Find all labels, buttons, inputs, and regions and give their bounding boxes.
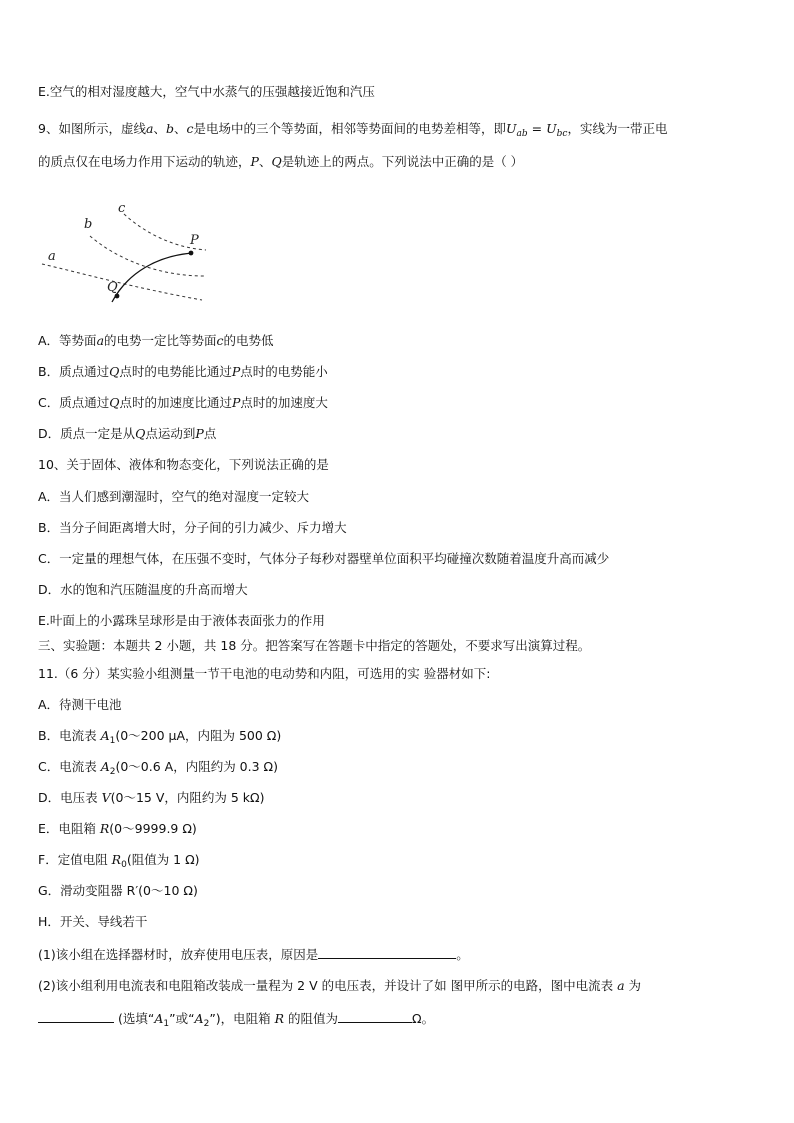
q10-option-b: B．当分子间距离增大时，分子间的引力减少、斥力增大 [38,520,347,535]
part2-text: (选填“ [114,1011,155,1026]
q9-text: ，实线为一带正电 [567,121,668,136]
opt-text: 点时的电势能小 [240,364,328,379]
opt-symbol: V [101,790,111,805]
opt-var: c [216,333,224,348]
opt-var: Q [109,364,120,379]
q11-option-b [38,727,281,747]
opt-text: 点时的加速度大 [240,395,328,410]
q10-option-d: D．水的饱和汽压随温度的升高而增大 [38,582,248,597]
opt-text: 的电势低 [223,333,274,348]
q8-option-e: E.空气的相对湿度越大，空气中水蒸气的压强越接近饱和汽压 [38,84,375,99]
opt-text: (0～0.6 A，内阻约为 0.3 Ω) [115,759,278,774]
q11-option-c [38,758,278,778]
q9-text: 、 [258,154,272,169]
q11-option-d [38,789,264,807]
answer-blank-1[interactable] [318,946,456,959]
opt-text: 点 [203,426,217,441]
opt-symbol: A [100,759,110,774]
part2-text: 为 [624,978,642,993]
q11-part1 [38,946,469,964]
q10-option-a: A．当人们感到潮湿时，空气的绝对湿度一定较大 [38,489,310,504]
var-c: c [186,121,194,136]
q9-option-b [38,363,328,381]
opt-var: Q [135,426,146,441]
q11-stem: 11.（6 分）某实验小组测量一节干电池的电动势和内阻，可选用的实 验器材如下: [38,666,491,681]
equipotential-b [90,236,204,276]
opt-symbol: A [100,728,110,743]
label-P: P [190,233,199,248]
q11-part2-line1 [38,977,641,995]
q9-stem-line2 [38,153,523,171]
answer-blank-2[interactable] [38,1010,114,1023]
q10-option-c: C．一定量的理想气体，在压强不变时，气体分子每秒对器壁单位面积平均碰撞次数随着温度升高而减少 [38,551,610,566]
q9-option-c [38,394,328,412]
part2-symbol: A [154,1011,164,1026]
q9-figure [40,198,220,310]
q9-text: 是轨迹上的两点。下列说法中正确的是（ ） [281,154,524,169]
opt-text: A．等势面 [38,333,97,348]
part1-text: (1)该小组在选择器材时，放弃使用电压表，原因是 [38,947,319,962]
q9-option-d [38,425,216,443]
opt-var: Q [109,395,120,410]
part2-text: 的阻值为 [284,1011,339,1026]
opt-var: P [195,426,204,441]
opt-text: D．电压表 [38,790,102,805]
opt-text: (阻值为 1 Ω) [126,852,200,867]
q11-option-a: A．待测干电池 [38,697,122,712]
opt-text: F．定值电阻 [38,852,112,867]
var-Ubc: U [546,121,557,136]
q11-option-e [38,820,197,838]
opt-text: 点运动到 [145,426,196,441]
sub-bc: bc [556,129,568,139]
part2-subscript: 2 [203,1019,210,1029]
part2-text: ”)，电阻箱 [209,1011,275,1026]
opt-symbol: R [111,852,122,867]
opt-text: 点时的加速度比通过 [119,395,232,410]
opt-text: B．质点通过 [38,364,110,379]
q11-part2-line2 [38,1010,434,1030]
part2-subscript: 1 [163,1019,170,1029]
part2-symbol: A [194,1011,204,1026]
sub-ab: ab [516,129,528,139]
opt-subscript: 2 [109,767,116,777]
part2-text: (2)该小组利用电流表和电阻箱改装成一量程为 2 V 的电压表，并设计了如 图甲所示的电路，图中电流表 [38,978,618,993]
part2-symbol: R [274,1011,285,1026]
q10-stem: 10、关于固体、液体和物态变化，下列说法正确的是 [38,457,329,472]
opt-var: P [232,395,241,410]
label-Q: Q [107,280,118,295]
part2-text: ”或“ [169,1011,195,1026]
q9-option-a [38,332,274,350]
equals: = [527,121,547,136]
opt-text: (0～200 μA，内阻为 500 Ω) [115,728,282,743]
q11-option-g: G．滑动变阻器 R′(0～10 Ω) [38,883,198,898]
opt-text: (0～9999.9 Ω) [109,821,197,836]
label-c: c [118,201,126,216]
label-a: a [48,249,56,264]
label-b: b [84,217,93,232]
opt-var: a [96,333,105,348]
opt-text: E．电阻箱 [38,821,100,836]
point-P [189,251,194,256]
q9-text: 、 [173,121,187,136]
part2-symbol: a [617,978,625,993]
var-Q: Q [271,154,282,169]
opt-var: P [231,364,241,379]
opt-text: C．电流表 [38,759,101,774]
part1-text: 。 [456,947,469,962]
q10-option-e: E.叶面上的小露珠呈球形是由于液体表面张力的作用 [38,613,325,628]
var-Uab: U [506,121,517,136]
section-3-heading: 三、实验题：本题共 2 小题，共 18 分。把答案写在答题卡中指定的答题处，不要求写出演算过程。 [38,638,591,653]
opt-text: C．质点通过 [38,395,110,410]
opt-text: 点时的电势能比通过 [119,364,232,379]
equipotential-a [42,264,202,300]
var-b: b [165,121,174,136]
opt-text: D．质点一定是从 [38,426,136,441]
q11-option-f [38,851,200,871]
opt-subscript: 1 [109,736,116,746]
q11-option-h: H．开关、导线若干 [38,914,148,929]
var-P: P [250,154,259,169]
opt-text: (0～15 V，内阻约为 5 kΩ) [110,790,265,805]
opt-subscript: 0 [121,860,127,870]
trajectory-curve [112,253,192,302]
q9-text: 9、如图所示，虚线 [38,121,146,136]
opt-text: 的电势一定比等势面 [104,333,217,348]
q9-text: 是电场中的三个等势面，相邻等势面间的电势差相等，即 [193,121,506,136]
q9-text: 的质点仅在电场力作用下运动的轨迹， [38,154,251,169]
answer-blank-3[interactable] [338,1010,412,1023]
opt-text: B．电流表 [38,728,101,743]
part2-text: Ω。 [412,1011,435,1026]
q9-text: 、 [153,121,166,136]
opt-symbol: R [99,821,110,836]
q9-stem-line1 [38,120,667,140]
var-a: a [145,121,154,136]
